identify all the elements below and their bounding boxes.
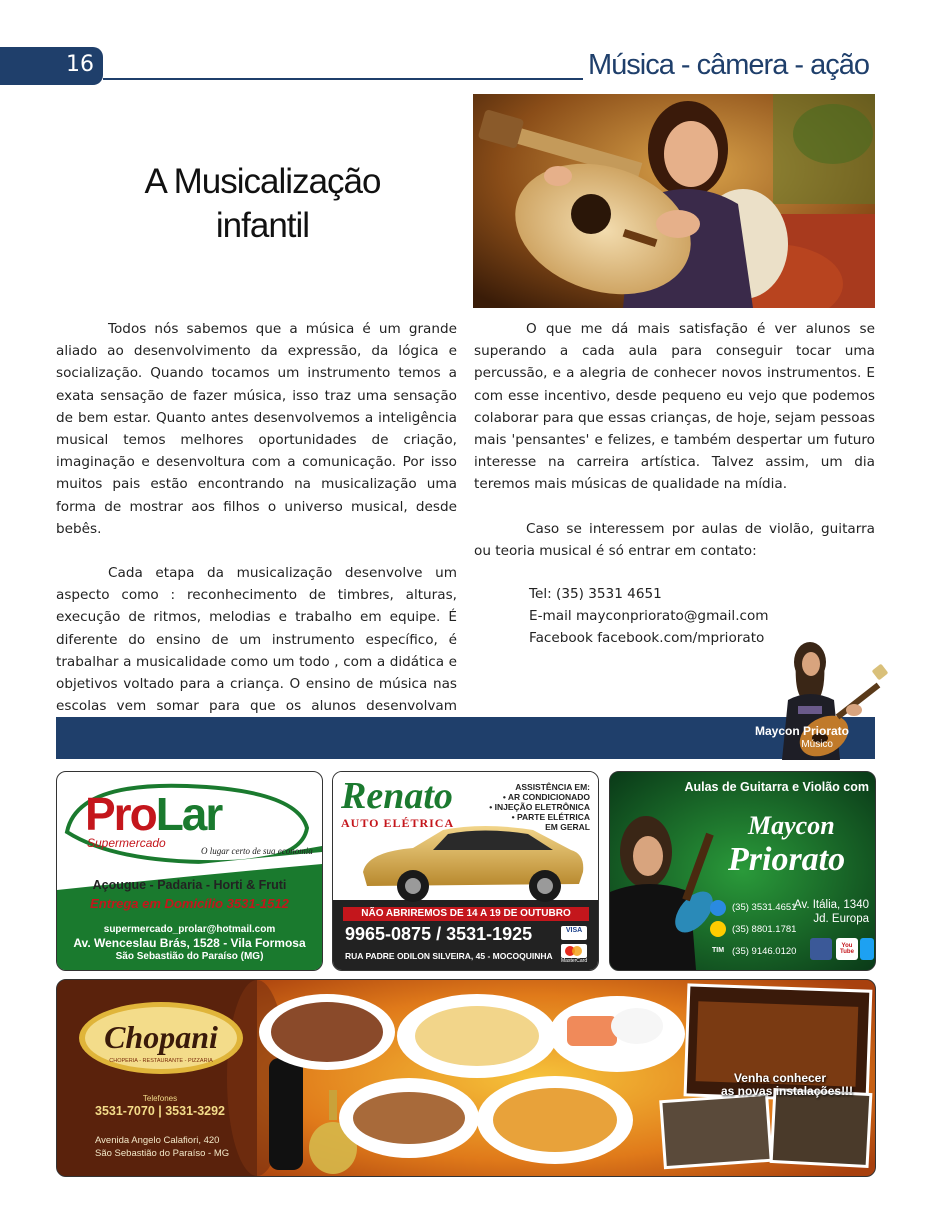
chopani-phones-label: Telefones (142, 1094, 178, 1103)
renato-subtitle: AUTO ELÉTRICA (341, 816, 455, 830)
ad-chopani-restaurant[interactable] (56, 979, 876, 1177)
article-title-line2: infantil (215, 206, 310, 245)
contact-tel: Tel: (35) 3531 4651 (529, 586, 662, 602)
prolar-logo-pro: Pro (85, 788, 156, 840)
maycon-name-line2: Priorato (728, 841, 846, 878)
maycon-name-line1: Maycon (748, 811, 835, 840)
twitter-icon[interactable] (860, 938, 874, 960)
article-title-line1: A Musicalização (144, 162, 381, 201)
visa-label: VISA (565, 927, 583, 934)
ad-renato-auto-eletrica[interactable] (332, 771, 599, 971)
chopani-logo-sub: CHOPERIA - RESTAURANTE - PIZZARIA (109, 1058, 213, 1064)
prolar-city: São Sebastião do Paraíso (MG) (115, 951, 264, 962)
header-rule (103, 78, 583, 80)
facebook-icon[interactable] (810, 938, 832, 960)
prolar-logo-lar: Lar (155, 788, 222, 840)
maycon-address-line2: Jd. Europa (813, 913, 869, 925)
renato-logo: Renato (341, 775, 453, 817)
renato-assist-item: • INJEÇÃO ELETRÔNICA (489, 802, 590, 812)
article-title (110, 160, 415, 248)
chopani-address (95, 1134, 229, 1160)
renato-assist-item: EM GERAL (545, 822, 590, 832)
contact-facebook[interactable]: Facebook facebook.com/mpriorato (529, 630, 765, 647)
prolar-slogan: O lugar certo de sua economia (201, 846, 313, 856)
prolar-address: Av. Wenceslau Brás, 1528 - Vila Formosa (73, 936, 306, 950)
prolar-logo (85, 790, 221, 838)
renato-services (489, 782, 590, 832)
maycon-phone-3: (35) 9146.0120 (732, 946, 797, 957)
article-paragraph: Todos nós sabemos que a música é um grande aliado ao desenvolvimento da expressão, da lógica e socialização. Quando tocamos um instrumento temos a exata sensação de fazer música, isso traz uma sensação de bem estar. Quanto antes desenvolvemos a inteligência musical temos melhores oportunidades de criação, imaginação e desenvoltura com a comunicação. Por isso muitos pais estão encontrando na musicalização uma forma de mostrar aos filhos o universo musical, desde bebês. (56, 321, 457, 537)
maycon-heading: Aulas de Guitarra e Violão com (684, 780, 869, 794)
chopani-logo: Chopani (104, 1019, 218, 1055)
chopani-address-line2: São Sebastião do Paraíso - MG (95, 1148, 230, 1159)
mastercard-label: MasterCard (561, 958, 588, 964)
email-icon (710, 900, 726, 916)
ad-maycon-lessons[interactable] (609, 771, 876, 971)
renato-assist-title: ASSISTÊNCIA EM: (515, 782, 590, 792)
page-number: 16 (66, 52, 94, 77)
contact-block (529, 583, 769, 650)
article-right-column (474, 318, 875, 562)
renato-assist-item: • PARTE ELÉTRICA (511, 812, 590, 822)
prolar-delivery: Entrega em Domicílio 3531-1512 (90, 896, 289, 911)
prolar-services: Açougue - Padaria - Horti & Fruti (92, 878, 287, 892)
prolar-logo-sub: Supermercado (87, 836, 166, 850)
renato-assist-item: • AR CONDICIONADO (502, 792, 590, 802)
maycon-address-line1: Av. Itália, 1340 (793, 899, 869, 911)
article-paragraph: Cada etapa da musicalização desenvolve um aspecto como : reconhecimento de timbres, alturas, execução de ritmos, melodias e trabalho em equipe. É diferente do ensino de um instrumento específico, é trabalhar a musicalidade como um todo , com a didática e objetivos voltado para a criança. O ensino de música nas escolas vem somar para que os alunos desenvolvam (56, 565, 457, 715)
ad-prolar-supermercado[interactable] (56, 771, 323, 971)
chopani-visit-callout (721, 1071, 854, 1098)
chopani-visit-line2: as novas instalações!!! (721, 1084, 854, 1098)
article-paragraph: Caso se interessem por aulas de violão, guitarra ou teoria musical é só entrar em contato: (474, 520, 875, 559)
youtube-label: You Tube (840, 943, 854, 955)
article-left-column (56, 318, 457, 740)
chopani-address-line1: Avenida Angelo Calafiori, 420 (95, 1135, 220, 1146)
author-role: Músico (801, 739, 833, 750)
tim-label: TIM (712, 947, 725, 954)
chopani-visit-line1: Venha conhecer (733, 1071, 827, 1085)
chopani-phones: 3531-7070 | 3531-3292 (95, 1104, 225, 1118)
article-paragraph: O que me dá mais satisfação é ver alunos se superando a cada aula para conseguir tocar uma percussão, e a alegria de conhecer novos instrumentos. E com esse incentivo, desde pequeno eu vejo que podemos colaborar para que essas crianças, de hoje, sejam pessoas mais 'pensantes' e felizes, e também despertar um futuro interesse na carreira artística. Talvez assim, um dia teremos mais músicas de qualidade na mídia. (474, 321, 875, 493)
contact-email[interactable]: E-mail mayconpriorato@gmail.com (529, 608, 769, 625)
author-band (56, 717, 875, 759)
prolar-email[interactable]: supermercado_prolar@hotmail.com (103, 924, 276, 935)
section-title: Música - câmera - ação (588, 49, 869, 81)
renato-phones: 9965-0875 / 3531-1925 (345, 924, 533, 944)
maycon-phone-1: (35) 3531.4651 (732, 902, 797, 913)
phone-icon (710, 921, 726, 937)
author-name: Maycon Priorato (754, 724, 849, 738)
renato-address: RUA PADRE ODILON SILVEIRA, 45 - MOCOQUINHA (345, 951, 553, 961)
renato-notice: NÃO ABRIREMOS DE 14 A 19 DE OUTUBRO (361, 908, 571, 919)
maycon-phone-2: (35) 8801.1781 (732, 924, 797, 935)
maycon-address (794, 898, 869, 926)
article-photo-girl-guitar (473, 94, 875, 308)
